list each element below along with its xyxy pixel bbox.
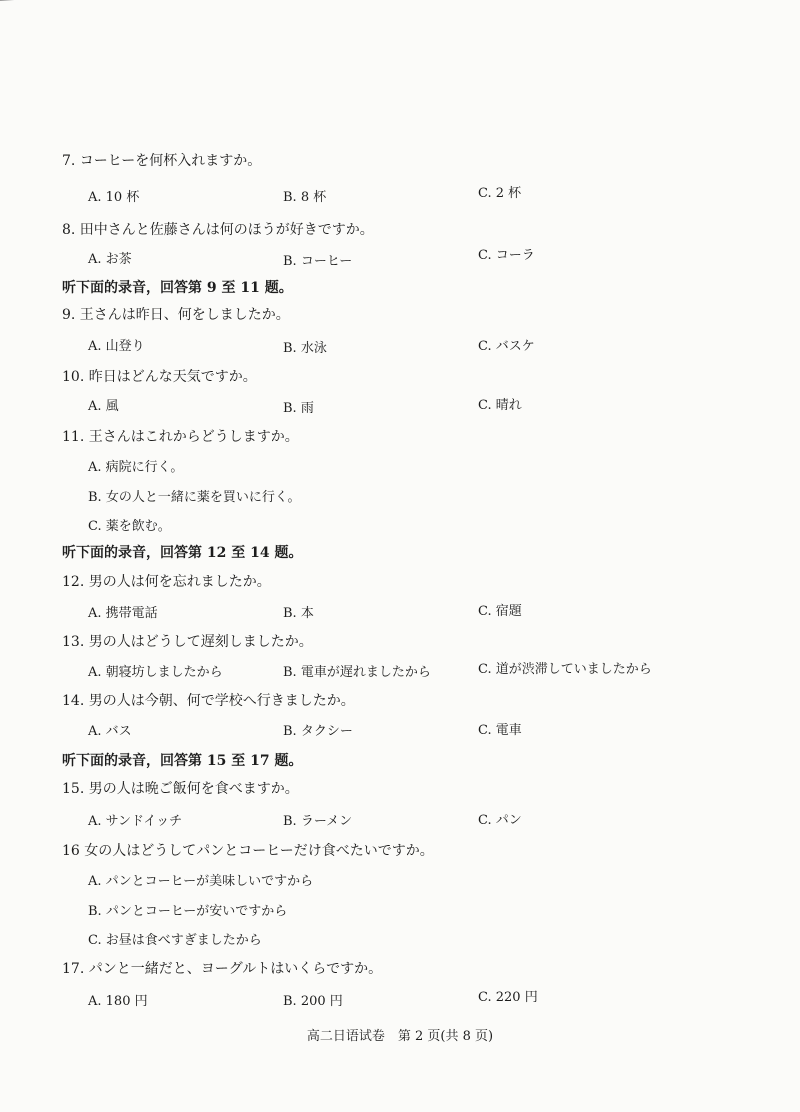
question-10-option-c: C. 晴れ [478,398,522,413]
question-9-option-a: A. 山登り [88,339,145,354]
question-10-option-a: A. 風 [88,399,119,414]
question-8-option-c: C. コーラ [478,248,535,263]
page-footer: 高二日语试卷 第 2 页(共 8 页) [306,1029,494,1044]
question-7-option-b: B. 8 杯 [283,190,327,205]
question-15-option-a: A. サンドイッチ [88,814,183,829]
question-13-option-c: C. 道が渋滞していましたから [478,662,652,677]
question-11-option-c: C. 薬を飲む。 [88,519,171,534]
question-7-option-c: C. 2 杯 [478,186,522,201]
question-15: 15. 男の人は晩ご飯何を食べますか。 [62,781,299,797]
question-15-option-c: C. パン [478,813,522,828]
question-10-option-b: B. 雨 [283,401,314,416]
question-11-option-a: A. 病院に行く。 [88,460,184,475]
question-17-option-a: A. 180 円 [88,994,148,1009]
question-14: 14. 男の人は今朝、何で学校へ行きましたか。 [62,693,355,709]
question-11-option-b: B. 女の人と一緒に薬を買いに行く。 [88,490,301,505]
question-16-option-a: A. パンとコーヒーが美味しいですから [88,874,314,889]
section-heading-9-11: 听下面的录音，回答第 9 至 11 题。 [62,280,293,296]
question-13-option-b: B. 電車が遅れましたから [283,665,431,680]
question-11: 11. 王さんはこれからどうしますか。 [62,429,299,445]
question-13-option-a: A. 朝寝坊しましたから [88,665,223,680]
question-17-option-c: C. 220 円 [478,990,538,1005]
question-14-option-a: A. バス [88,724,132,739]
question-12-option-c: C. 宿題 [478,604,522,619]
question-17: 17. パンと一緒だと、ヨーグルトはいくらですか。 [62,961,383,977]
question-8: 8. 田中さんと佐藤さんは何のほうが好きですか。 [62,222,374,238]
question-12-option-b: B. 本 [283,606,314,621]
question-9: 9. 王さんは昨日、何をしましたか。 [62,307,290,323]
question-16-option-b: B. パンとコーヒーが安いですから [88,904,288,919]
question-12-option-a: A. 携帯電話 [88,606,158,621]
question-17-option-b: B. 200 円 [283,994,343,1009]
question-12: 12. 男の人は何を忘れましたか。 [62,574,271,590]
question-7-option-a: A. 10 杯 [88,190,140,205]
question-7: 7. コーヒーを何杯入れますか。 [62,153,262,169]
question-14-option-c: C. 電車 [478,723,522,738]
section-heading-15-17: 听下面的录音，回答第 15 至 17 题。 [62,753,303,769]
question-14-option-b: B. タクシー [283,724,353,739]
question-16: 16 女の人はどうしてパンとコーヒーだけ食べたいですか。 [62,843,434,859]
question-13: 13. 男の人はどうして遅刻しましたか。 [62,634,313,650]
scan-edge-mark [0,0,51,9]
question-10: 10. 昨日はどんな天気ですか。 [62,369,257,385]
section-heading-12-14: 听下面的录音，回答第 12 至 14 题。 [62,545,303,561]
question-8-option-a: A. お茶 [88,252,132,267]
question-9-option-b: B. 水泳 [283,341,327,356]
question-16-option-c: C. お昼は食べすぎましたから [88,933,262,948]
question-15-option-b: B. ラーメン [283,814,353,829]
question-9-option-c: C. バスケ [478,339,535,354]
question-8-option-b: B. コーヒー [283,254,353,269]
